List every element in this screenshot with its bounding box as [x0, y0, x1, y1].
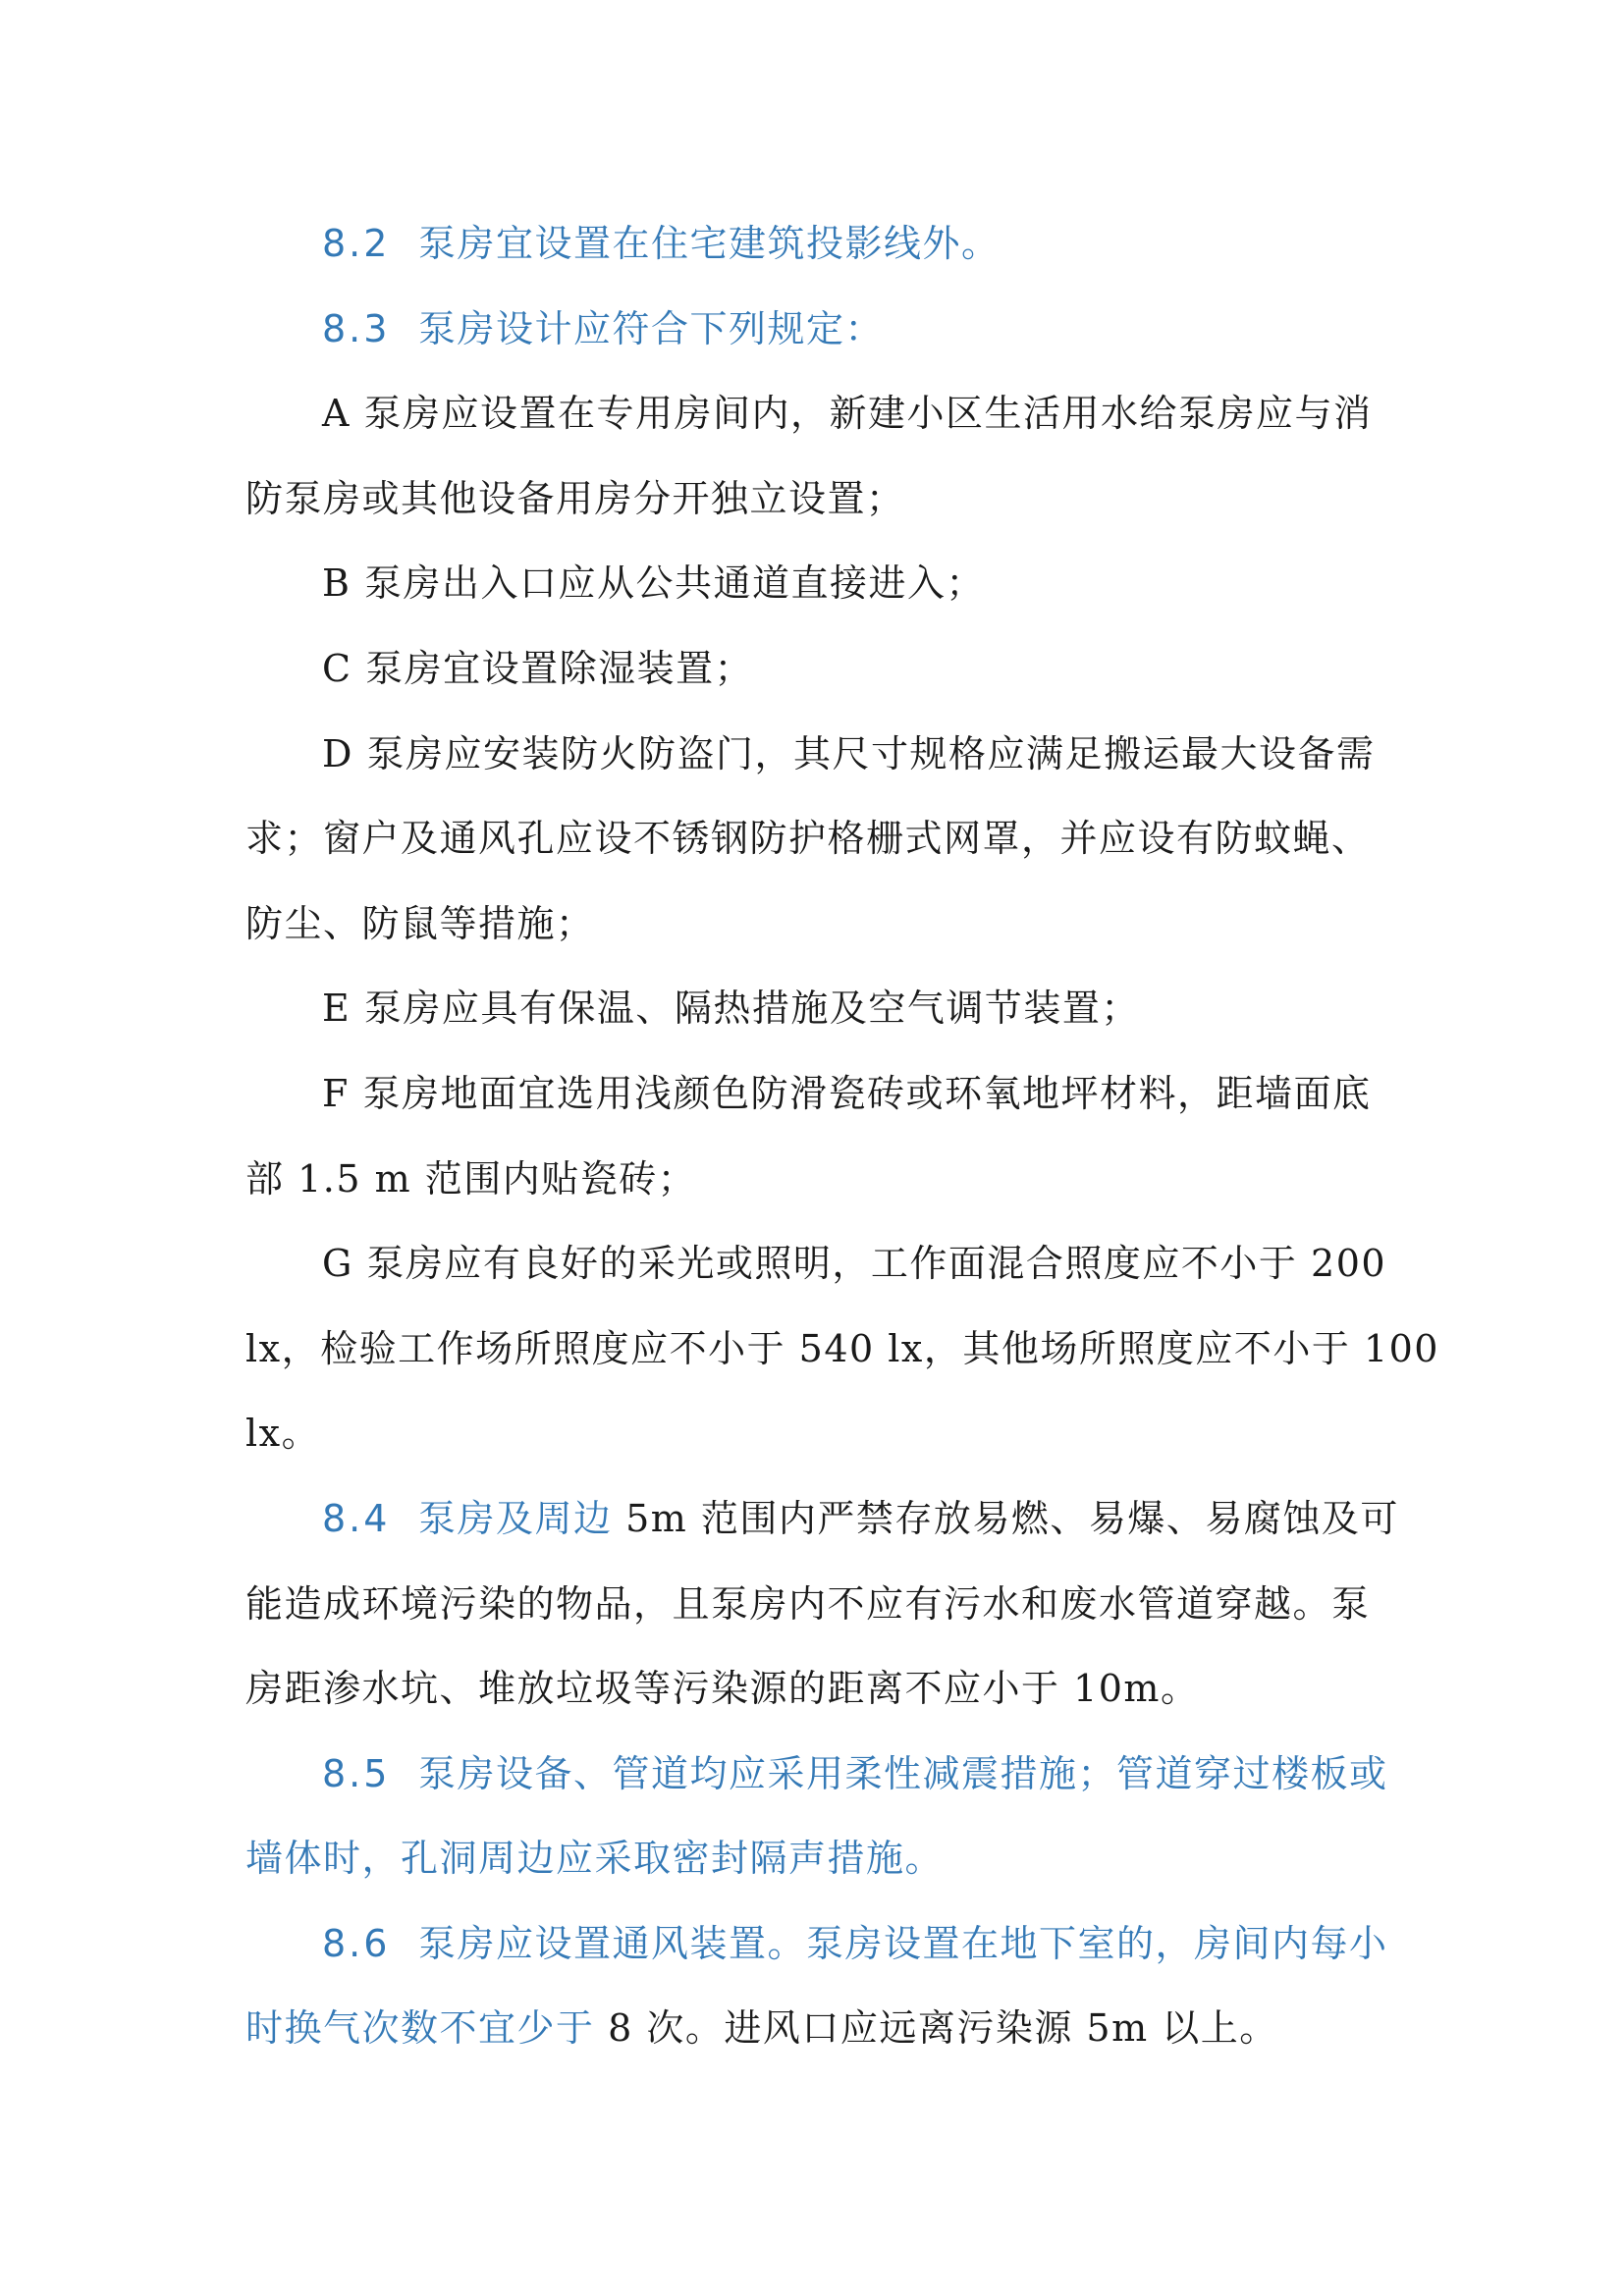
clause-8-4-line-1 [245, 1476, 1399, 1562]
clause-text: 泵房设计应符合下列规定： [418, 306, 885, 350]
item-f-line-2: 部 1.5 m 范围内贴瓷砖； [245, 1156, 697, 1201]
clause-text: 5m 范围内严禁存放易燃、易爆、易腐蚀及可 [612, 1496, 1399, 1540]
clause-text-blue: 时换气次数不宜少于 [245, 2006, 595, 2051]
clause-8-5-line-2: 墙体时，孔洞周边应采取密封隔声措施。 [245, 1837, 945, 1881]
clause-number: 8.6 [322, 1921, 391, 1965]
clause-text: 泵房宜设置在住宅建筑投影线外。 [418, 222, 1001, 265]
clause-8-4-line-2: 能造成环境污染的物品，且泵房内不应有污水和废水管道穿越。泵 [245, 1581, 1371, 1626]
item-g-line-1: G 泵房应有良好的采光或照明，工作面混合照度应不小于 200 [322, 1242, 1387, 1286]
item-c: C 泵房宜设置除湿装置； [322, 646, 754, 690]
item-d-line-2: 求；窗户及通风孔应设不锈钢防护格栅式网罩，并应设有防蚊蝇、 [245, 817, 1371, 861]
item-b: B 泵房出入口应从公共通道直接进入； [322, 561, 986, 606]
item-d-line-3: 防尘、防鼠等措施； [245, 901, 595, 945]
clause-8-6-line-2 [245, 1986, 1375, 2071]
clause-8-5-line-1 [245, 1732, 1388, 1817]
clause-number: 8.4 [322, 1496, 391, 1540]
clause-text: 8 次。进风口应远离污染源 5m 以上。 [594, 2006, 1278, 2051]
item-g-line-3: lx。 [245, 1412, 321, 1456]
item-f-line-1: F 泵房地面宜选用浅颜色防滑瓷砖或环氧地坪材料，距墙面底 [322, 1071, 1372, 1115]
clause-8-6-line-1 [245, 1901, 1388, 1987]
clause-number: 8.3 [322, 306, 391, 350]
clause-text: 泵房应设置通风装置。泵房设置在地下室的，房间内每小 [418, 1921, 1388, 1965]
clause-number: 8.5 [322, 1751, 391, 1795]
item-a-line-1: A 泵房应设置在专用房间内，新建小区生活用水给泵房应与消 [322, 392, 1373, 436]
clause-8-3 [245, 287, 1375, 372]
document-page [245, 201, 1439, 2071]
clause-8-4-line-3: 房距渗水坑、堆放垃圾等污染源的距离不应小于 10m。 [245, 1667, 1200, 1711]
item-d-line-1: D 泵房应安装防火防盗门，其尺寸规格应满足搬运最大设备需 [322, 731, 1376, 775]
clause-text: 泵房设备、管道均应采用柔性减震措施；管道穿过楼板或 [418, 1751, 1388, 1795]
clause-number: 8.2 [322, 222, 391, 265]
clause-8-2 [245, 201, 1375, 287]
item-a-line-2: 防泵房或其他设备用房分开独立设置； [245, 476, 905, 520]
clause-lead: 泵房及周边 [418, 1496, 613, 1540]
item-e: E 泵房应具有保温、隔热措施及空气调节装置； [322, 987, 1140, 1031]
item-g-line-2: lx，检验工作场所照度应不小于 540 lx，其他场所照度应不小于 100 [245, 1326, 1439, 1370]
